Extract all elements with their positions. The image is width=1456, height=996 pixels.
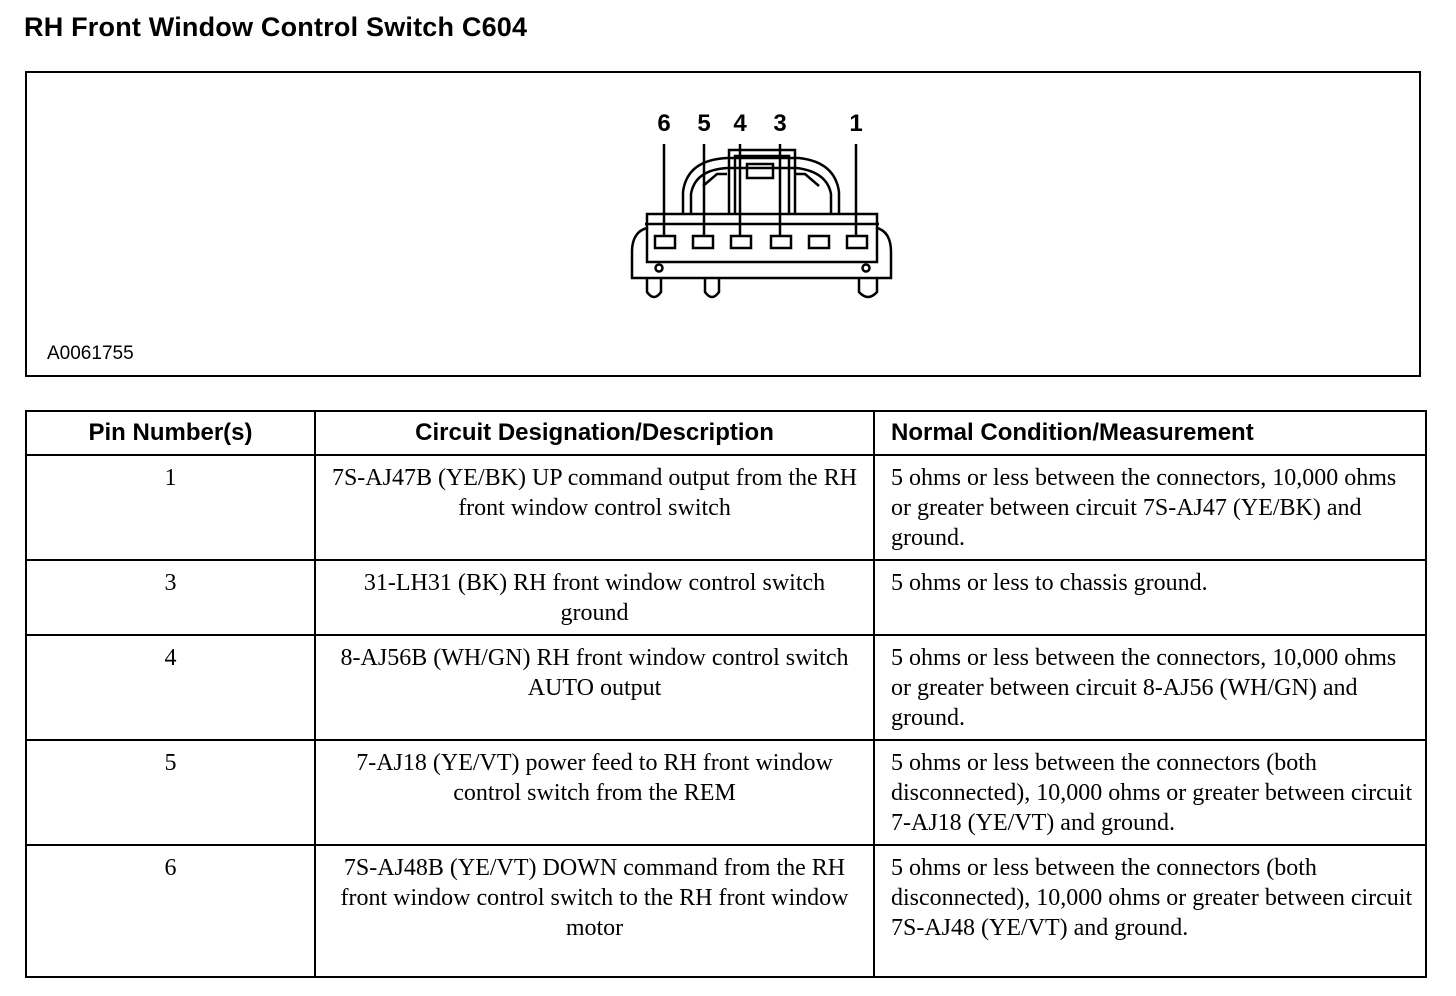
pin-label-6: 6: [657, 110, 671, 137]
table-row: [26, 560, 1426, 635]
header-pin-number: Pin Number(s): [26, 411, 315, 455]
pin-label-3: 3: [773, 110, 787, 137]
pin-number-cell: 1: [26, 455, 315, 560]
pin-number-cell: 3: [26, 560, 315, 635]
pin-table: [25, 410, 1427, 978]
measurement-cell: 5 ohms or less to chassis ground.: [874, 560, 1426, 635]
circuit-cell: 31-LH31 (BK) RH front window control switch ground: [315, 560, 874, 635]
header-measurement: Normal Condition/Measurement: [874, 411, 1426, 455]
measurement-cell: 5 ohms or less between the connectors (both disconnected), 10,000 ohms or greater between circuit 7S-AJ48 (YE/VT) and ground.: [874, 845, 1426, 977]
pin-number-cell: 4: [26, 635, 315, 740]
table-row: [26, 635, 1426, 740]
measurement-cell: 5 ohms or less between the connectors, 10,000 ohms or greater between circuit 7S-AJ47 (YE/BK) and ground.: [874, 455, 1426, 560]
circuit-cell: 8-AJ56B (WH/GN) RH front window control switch AUTO output: [315, 635, 874, 740]
measurement-cell: 5 ohms or less between the connectors (both disconnected), 10,000 ohms or greater between circuit 7-AJ18 (YE/VT) and ground.: [874, 740, 1426, 845]
table-header-row: [26, 411, 1426, 455]
connector-figure: [25, 71, 1421, 377]
pin-label-1: 1: [849, 110, 863, 137]
pin-number-cell: 6: [26, 845, 315, 977]
table-row: [26, 455, 1426, 560]
pin-label-4: 4: [733, 110, 747, 137]
pin-number-cell: 5: [26, 740, 315, 845]
circuit-cell: 7S-AJ47B (YE/BK) UP command output from the RH front window control switch: [315, 455, 874, 560]
pin-label-5: 5: [697, 110, 711, 137]
connector-diagram: [602, 98, 902, 308]
measurement-cell: 5 ohms or less between the connectors, 10,000 ohms or greater between circuit 8-AJ56 (WH/GN) and ground.: [874, 635, 1426, 740]
circuit-cell: 7-AJ18 (YE/VT) power feed to RH front window control switch from the REM: [315, 740, 874, 845]
figure-id: A0061755: [47, 343, 134, 364]
connector-body: [632, 150, 891, 297]
page-title: RH Front Window Control Switch C604: [24, 12, 528, 42]
table-row: [26, 845, 1426, 977]
table-row: [26, 740, 1426, 845]
circuit-cell: 7S-AJ48B (YE/VT) DOWN command from the RH front window control switch to the RH front window motor: [315, 845, 874, 977]
header-circuit: Circuit Designation/Description: [315, 411, 874, 455]
